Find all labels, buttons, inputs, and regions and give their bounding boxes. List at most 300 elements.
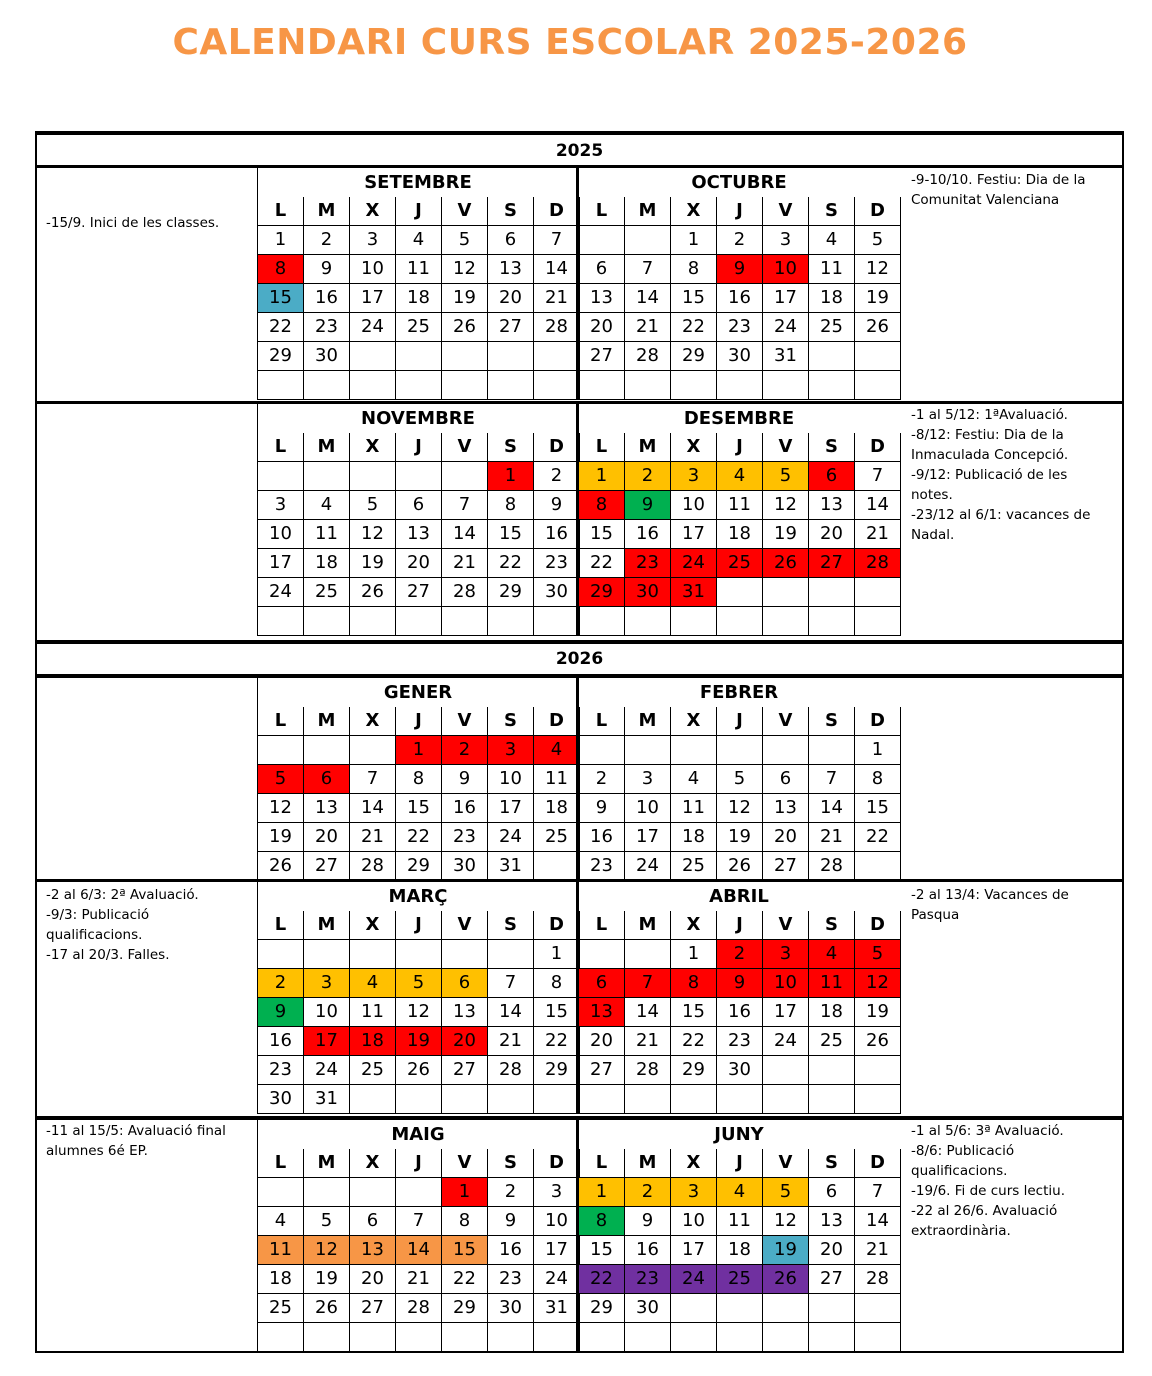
note-line: alumnes 6é EP. [46, 1143, 148, 1159]
day-cell: 25 [304, 578, 350, 607]
day-cell: 10 [304, 998, 350, 1027]
table-left-border [35, 131, 37, 1353]
day-cell: 28 [534, 313, 580, 342]
day-cell: 28 [442, 578, 488, 607]
day-cell: 15 [258, 284, 304, 313]
day-cell: 1 [579, 1178, 625, 1207]
day-cell: 18 [717, 520, 763, 549]
day-cell: 24 [671, 1265, 717, 1294]
day-cell: 9 [625, 1207, 671, 1236]
day-cell [442, 462, 488, 491]
weekday-header: L [579, 911, 625, 940]
day-cell: 23 [625, 549, 671, 578]
day-cell: 26 [855, 1027, 901, 1056]
day-cell [350, 940, 396, 969]
day-cell [350, 1085, 396, 1114]
day-cell: 20 [442, 1027, 488, 1056]
day-cell [625, 226, 671, 255]
weekday-header: S [809, 911, 855, 940]
day-cell [855, 342, 901, 371]
day-cell: 19 [855, 998, 901, 1027]
day-cell [809, 1056, 855, 1085]
day-cell [809, 1323, 855, 1352]
day-cell: 26 [855, 313, 901, 342]
day-cell: 12 [763, 491, 809, 520]
day-cell: 14 [625, 284, 671, 313]
day-cell: 29 [534, 1056, 580, 1085]
day-cell [763, 607, 809, 636]
day-cell: 13 [809, 1207, 855, 1236]
day-cell [396, 371, 442, 400]
day-cell: 20 [809, 520, 855, 549]
day-cell [488, 371, 534, 400]
day-cell: 18 [534, 794, 580, 823]
day-cell: 16 [304, 284, 350, 313]
day-cell: 23 [488, 1265, 534, 1294]
day-cell: 18 [671, 823, 717, 852]
day-cell: 4 [534, 736, 580, 765]
month-left-border [576, 168, 579, 400]
weekday-header: M [625, 1149, 671, 1178]
day-cell: 6 [579, 969, 625, 998]
day-cell: 28 [855, 549, 901, 578]
day-cell [855, 1323, 901, 1352]
note-maig [46, 1121, 226, 1161]
day-cell [396, 940, 442, 969]
day-cell: 17 [304, 1027, 350, 1056]
weekday-header: D [855, 433, 901, 462]
day-cell [304, 1178, 350, 1207]
day-cell: 28 [396, 1294, 442, 1323]
month-novembre [258, 404, 580, 636]
day-cell: 25 [258, 1294, 304, 1323]
day-cell [625, 371, 671, 400]
day-cell: 2 [625, 462, 671, 491]
weekday-header: M [304, 1149, 350, 1178]
day-cell: 11 [809, 255, 855, 284]
day-cell: 13 [304, 794, 350, 823]
day-cell: 3 [763, 940, 809, 969]
day-cell: 6 [304, 765, 350, 794]
day-cell: 21 [534, 284, 580, 313]
day-cell [717, 736, 763, 765]
day-cell: 10 [534, 1207, 580, 1236]
day-cell [258, 1178, 304, 1207]
day-cell: 13 [579, 998, 625, 1027]
day-cell [304, 736, 350, 765]
day-cell: 22 [671, 1027, 717, 1056]
weekday-header: D [855, 1149, 901, 1178]
day-cell: 1 [488, 462, 534, 491]
weekday-header: D [855, 197, 901, 226]
day-cell: 6 [579, 255, 625, 284]
weekday-header: M [304, 911, 350, 940]
day-cell: 16 [488, 1236, 534, 1265]
day-cell: 29 [579, 578, 625, 607]
weekday-header: X [671, 707, 717, 736]
day-cell [442, 1085, 488, 1114]
day-cell: 12 [717, 794, 763, 823]
day-cell [579, 1085, 625, 1114]
day-cell: 8 [579, 491, 625, 520]
day-cell: 21 [488, 1027, 534, 1056]
day-cell [350, 342, 396, 371]
weekday-header: V [763, 197, 809, 226]
weekday-header: D [534, 911, 580, 940]
day-cell: 18 [350, 1027, 396, 1056]
day-cell [534, 1085, 580, 1114]
day-cell [671, 1323, 717, 1352]
day-cell: 12 [855, 969, 901, 998]
day-cell: 26 [350, 578, 396, 607]
day-cell [855, 1085, 901, 1114]
day-cell [763, 1085, 809, 1114]
weekday-header: D [855, 911, 901, 940]
day-cell: 5 [442, 226, 488, 255]
day-cell: 7 [442, 491, 488, 520]
note-line: -9-10/10. Festiu: Dia de la [911, 172, 1086, 188]
month-title: JUNY [714, 1124, 764, 1145]
day-cell: 2 [442, 736, 488, 765]
day-cell: 9 [488, 1207, 534, 1236]
note-marc [46, 885, 199, 965]
day-cell [396, 607, 442, 636]
day-cell: 27 [442, 1056, 488, 1085]
weekday-header: L [579, 1149, 625, 1178]
weekday-header: L [579, 197, 625, 226]
note-line: -22 al 26/6. Avaluació [911, 1203, 1058, 1219]
day-cell [396, 462, 442, 491]
day-cell [534, 371, 580, 400]
day-cell: 30 [625, 578, 671, 607]
note-line: -8/6: Publicació [911, 1143, 1015, 1159]
weekday-header: J [717, 433, 763, 462]
day-cell: 7 [855, 1178, 901, 1207]
weekday-header: V [442, 707, 488, 736]
day-cell: 10 [350, 255, 396, 284]
month-title: MARÇ [388, 886, 448, 907]
day-cell: 16 [625, 1236, 671, 1265]
day-cell [350, 1178, 396, 1207]
month-left-border [576, 882, 579, 1114]
page-title: CALENDARI CURS ESCOLAR 2025-2026 [172, 22, 968, 63]
table-right-border [1122, 131, 1124, 1353]
weekday-header: S [809, 1149, 855, 1178]
day-cell: 15 [534, 998, 580, 1027]
day-cell: 22 [671, 313, 717, 342]
weekday-header: L [579, 433, 625, 462]
day-cell: 29 [671, 342, 717, 371]
day-cell [442, 1323, 488, 1352]
day-cell: 19 [350, 549, 396, 578]
day-cell: 11 [304, 520, 350, 549]
day-cell [671, 736, 717, 765]
day-cell: 30 [488, 1294, 534, 1323]
weekday-header: X [350, 1149, 396, 1178]
day-cell: 28 [855, 1265, 901, 1294]
day-cell: 9 [625, 491, 671, 520]
day-cell [625, 607, 671, 636]
day-cell: 14 [350, 794, 396, 823]
day-cell: 18 [809, 998, 855, 1027]
day-cell: 27 [350, 1294, 396, 1323]
note-line: -1 al 5/6: 3ª Avaluació. [911, 1123, 1064, 1139]
day-cell: 18 [258, 1265, 304, 1294]
day-cell: 29 [579, 1294, 625, 1323]
day-cell: 14 [855, 491, 901, 520]
weekday-header: D [534, 197, 580, 226]
day-cell: 9 [442, 765, 488, 794]
day-cell: 8 [258, 255, 304, 284]
month-desembre [579, 404, 901, 636]
note-line: extraordinària. [911, 1223, 1011, 1239]
weekday-header: L [258, 707, 304, 736]
day-cell: 25 [396, 313, 442, 342]
day-cell: 17 [763, 998, 809, 1027]
month-title: FEBRER [699, 682, 779, 703]
day-cell: 7 [809, 765, 855, 794]
day-cell: 3 [671, 462, 717, 491]
day-cell: 9 [579, 794, 625, 823]
day-cell: 4 [809, 940, 855, 969]
day-cell: 20 [579, 313, 625, 342]
day-cell: 8 [579, 1207, 625, 1236]
day-cell: 11 [534, 765, 580, 794]
day-cell [304, 940, 350, 969]
weekday-header: V [442, 433, 488, 462]
month-juny [579, 1120, 901, 1352]
day-cell: 16 [717, 284, 763, 313]
day-cell [763, 1323, 809, 1352]
weekday-header: D [534, 1149, 580, 1178]
day-cell: 30 [534, 578, 580, 607]
day-cell: 21 [625, 313, 671, 342]
day-cell: 12 [304, 1236, 350, 1265]
day-cell [717, 1323, 763, 1352]
day-cell: 9 [717, 969, 763, 998]
day-cell [809, 1294, 855, 1323]
day-cell: 19 [258, 823, 304, 852]
day-cell: 23 [717, 1027, 763, 1056]
day-cell: 4 [350, 969, 396, 998]
day-cell: 7 [350, 765, 396, 794]
day-cell: 26 [717, 852, 763, 881]
day-cell: 13 [763, 794, 809, 823]
day-cell: 10 [671, 491, 717, 520]
day-cell: 17 [671, 520, 717, 549]
weekday-header: J [396, 707, 442, 736]
day-cell [396, 1178, 442, 1207]
day-cell [855, 371, 901, 400]
day-cell: 25 [671, 852, 717, 881]
day-cell [442, 940, 488, 969]
day-cell [809, 371, 855, 400]
weekday-header: X [671, 1149, 717, 1178]
weekday-header: S [488, 433, 534, 462]
day-cell: 24 [304, 1056, 350, 1085]
day-cell: 15 [442, 1236, 488, 1265]
day-cell [258, 1323, 304, 1352]
weekday-header: M [304, 197, 350, 226]
day-cell: 20 [579, 1027, 625, 1056]
day-cell: 15 [488, 520, 534, 549]
note-line: -2 al 6/3: 2ª Avaluació. [46, 887, 199, 903]
day-cell [534, 342, 580, 371]
day-cell: 25 [717, 1265, 763, 1294]
day-cell [258, 940, 304, 969]
day-cell: 7 [534, 226, 580, 255]
weekday-header: J [396, 433, 442, 462]
day-cell: 17 [258, 549, 304, 578]
day-cell: 24 [258, 578, 304, 607]
day-cell: 30 [258, 1085, 304, 1114]
note-line: -17 al 20/3. Falles. [46, 947, 170, 963]
day-cell: 7 [625, 969, 671, 998]
day-cell: 9 [534, 491, 580, 520]
day-cell: 5 [763, 1178, 809, 1207]
year-header-2026: 2026 [555, 649, 604, 669]
day-cell: 6 [396, 491, 442, 520]
day-cell: 12 [855, 255, 901, 284]
day-cell [855, 1294, 901, 1323]
day-cell: 23 [717, 313, 763, 342]
note-octubre [911, 170, 1086, 210]
weekday-header: S [488, 911, 534, 940]
day-cell [488, 607, 534, 636]
day-cell [763, 1056, 809, 1085]
weekday-header: S [488, 707, 534, 736]
day-cell: 15 [579, 1236, 625, 1265]
day-cell: 25 [717, 549, 763, 578]
day-cell: 4 [671, 765, 717, 794]
day-cell: 16 [579, 823, 625, 852]
weekday-header: M [625, 707, 671, 736]
weekday-header: L [258, 1149, 304, 1178]
month-left-border [257, 1120, 258, 1352]
day-cell: 6 [488, 226, 534, 255]
day-cell [717, 371, 763, 400]
day-cell [258, 462, 304, 491]
day-cell: 17 [534, 1236, 580, 1265]
day-cell: 17 [350, 284, 396, 313]
day-cell: 23 [258, 1056, 304, 1085]
day-cell: 4 [396, 226, 442, 255]
note-abril [911, 885, 1069, 925]
day-cell: 6 [763, 765, 809, 794]
table-top-border [35, 131, 1124, 135]
day-cell: 4 [809, 226, 855, 255]
day-cell: 11 [396, 255, 442, 284]
day-cell: 29 [671, 1056, 717, 1085]
day-cell: 15 [671, 284, 717, 313]
day-cell: 19 [304, 1265, 350, 1294]
day-cell: 22 [579, 1265, 625, 1294]
day-cell [855, 607, 901, 636]
day-cell: 19 [763, 520, 809, 549]
weekday-header: J [717, 197, 763, 226]
day-cell [534, 1323, 580, 1352]
day-cell [579, 226, 625, 255]
day-cell: 1 [258, 226, 304, 255]
section-border [35, 640, 1124, 644]
day-cell: 4 [717, 462, 763, 491]
weekday-header: S [488, 1149, 534, 1178]
weekday-header: S [809, 197, 855, 226]
weekday-header: M [625, 197, 671, 226]
day-cell: 24 [625, 852, 671, 881]
day-cell: 13 [579, 284, 625, 313]
day-cell: 7 [396, 1207, 442, 1236]
weekday-header: M [304, 707, 350, 736]
day-cell [258, 736, 304, 765]
day-cell: 10 [763, 969, 809, 998]
weekday-header: V [763, 911, 809, 940]
day-cell [488, 342, 534, 371]
month-title: GENER [383, 682, 453, 703]
day-cell [488, 1085, 534, 1114]
day-cell: 1 [534, 940, 580, 969]
year-header-2025: 2025 [555, 141, 604, 161]
day-cell: 19 [763, 1236, 809, 1265]
day-cell: 10 [488, 765, 534, 794]
day-cell: 27 [304, 852, 350, 881]
day-cell: 8 [534, 969, 580, 998]
day-cell: 15 [671, 998, 717, 1027]
day-cell [350, 371, 396, 400]
day-cell: 12 [442, 255, 488, 284]
day-cell: 23 [579, 852, 625, 881]
day-cell: 30 [304, 342, 350, 371]
note-juny [911, 1121, 1065, 1241]
month-setembre [258, 168, 580, 400]
day-cell: 30 [717, 342, 763, 371]
day-cell [809, 578, 855, 607]
day-cell: 21 [809, 823, 855, 852]
day-cell: 5 [304, 1207, 350, 1236]
day-cell: 29 [396, 852, 442, 881]
day-cell [258, 371, 304, 400]
weekday-header: L [258, 433, 304, 462]
day-cell [671, 1085, 717, 1114]
day-cell: 27 [763, 852, 809, 881]
day-cell: 18 [304, 549, 350, 578]
day-cell: 5 [396, 969, 442, 998]
day-cell: 5 [855, 226, 901, 255]
day-cell: 9 [258, 998, 304, 1027]
day-cell: 21 [442, 549, 488, 578]
weekday-header: X [671, 197, 717, 226]
day-cell: 11 [809, 969, 855, 998]
day-cell: 10 [258, 520, 304, 549]
note-line: -23/12 al 6/1: vacances de [911, 507, 1091, 523]
day-cell: 22 [442, 1265, 488, 1294]
month-left-border [576, 404, 579, 636]
day-cell: 6 [350, 1207, 396, 1236]
day-cell: 3 [625, 765, 671, 794]
day-cell: 24 [350, 313, 396, 342]
day-cell: 3 [671, 1178, 717, 1207]
day-cell: 22 [534, 1027, 580, 1056]
day-cell: 8 [488, 491, 534, 520]
day-cell [717, 578, 763, 607]
day-cell: 2 [488, 1178, 534, 1207]
day-cell: 5 [717, 765, 763, 794]
weekday-header: X [350, 433, 396, 462]
weekday-header: X [350, 197, 396, 226]
day-cell: 6 [809, 462, 855, 491]
note-line: -1 al 5/12: 1ªAvaluació. [911, 407, 1068, 423]
day-cell: 8 [855, 765, 901, 794]
